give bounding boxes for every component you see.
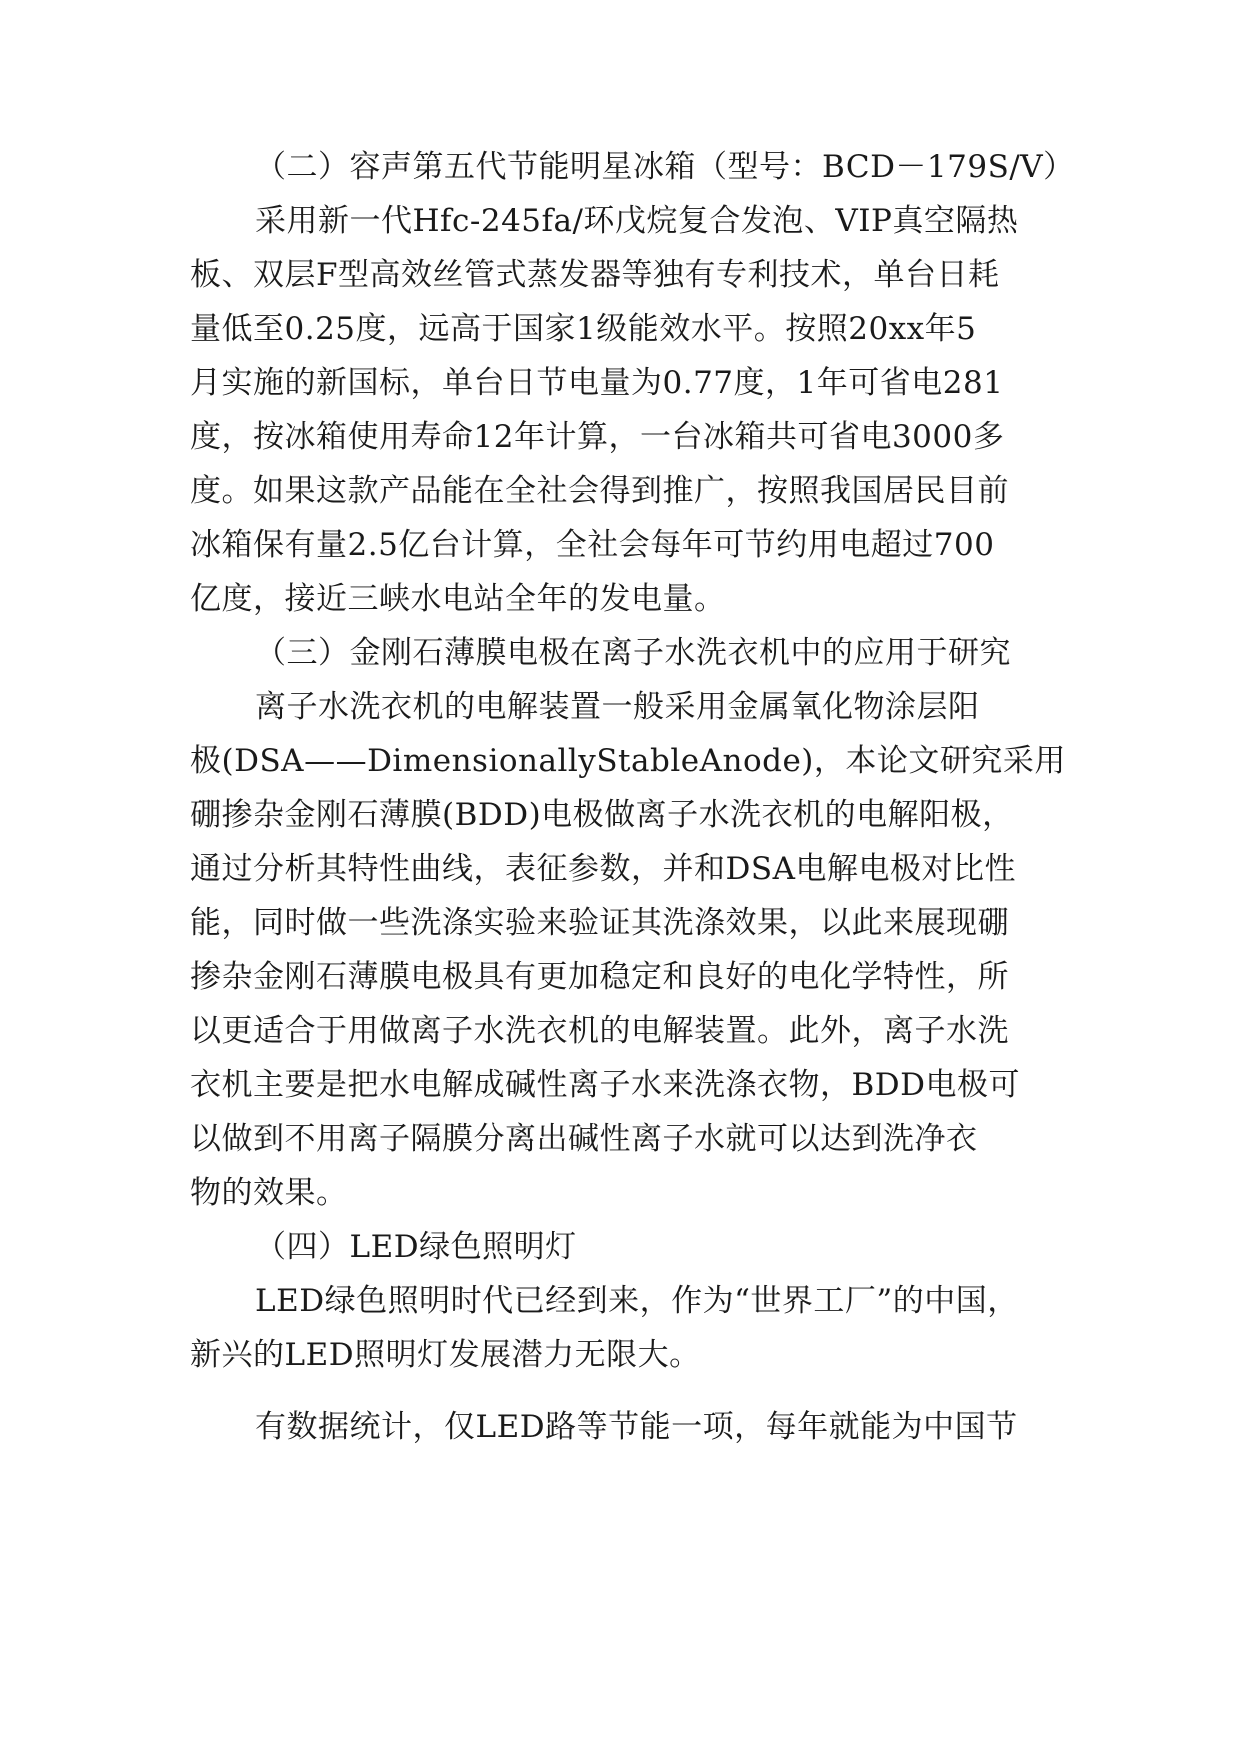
paragraph-line: 以更适合于用做离子水洗衣机的电解装置。此外，离子水洗 bbox=[190, 1013, 1009, 1049]
paragraph-line: LED绿色照明时代已经到来，作为“世界工厂”的中国， bbox=[255, 1283, 1019, 1319]
paragraph-line: 掺杂金刚石薄膜电极具有更加稳定和良好的电化学特性，所 bbox=[190, 959, 1009, 995]
paragraph-line: 板、双层F型高效丝管式蒸发器等独有专利技术，单台日耗 bbox=[190, 257, 1000, 293]
paragraph-line: 度，按冰箱使用寿命12年计算，一台冰箱共可省电3000多 bbox=[190, 419, 1005, 455]
section-heading-4: （四）LED绿色照明灯 bbox=[255, 1229, 577, 1265]
paragraph-line: 物的效果。 bbox=[190, 1175, 348, 1211]
paragraph-line: 量低至0.25度，远高于国家1级能效水平。按照20xx年5 bbox=[190, 311, 977, 347]
paragraph-line: 硼掺杂金刚石薄膜(BDD)电极做离子水洗衣机的电解阳极， bbox=[190, 797, 1014, 833]
paragraph-line: 度。如果这款产品能在全社会得到推广，按照我国居民目前 bbox=[190, 473, 1009, 509]
paragraph-line: 亿度，接近三峡水电站全年的发电量。 bbox=[190, 581, 726, 617]
paragraph-line: 冰箱保有量2.5亿台计算，全社会每年可节约用电超过700 bbox=[190, 527, 995, 563]
paragraph-line: 衣机主要是把水电解成碱性离子水来洗涤衣物，BDD电极可 bbox=[190, 1067, 1020, 1103]
paragraph-line: 有数据统计，仅LED路等节能一项，每年就能为中国节 bbox=[255, 1409, 1018, 1445]
section-heading-3: （三）金刚石薄膜电极在离子水洗衣机中的应用于研究 bbox=[255, 635, 1011, 671]
paragraph-line: 新兴的LED照明灯发展潜力无限大。 bbox=[190, 1337, 701, 1373]
paragraph-line: 能，同时做一些洗涤实验来验证其洗涤效果，以此来展现硼 bbox=[190, 905, 1009, 941]
paragraph-line: 采用新一代Hfc-245fa/环戊烷复合发泡、VIP真空隔热 bbox=[255, 203, 1019, 239]
section-heading-2: （二）容声第五代节能明星冰箱（型号：BCD－179S/V） bbox=[255, 149, 1075, 185]
paragraph-line: 极(DSA——DimensionallyStableAnode)，本论文研究采用 bbox=[190, 743, 1066, 779]
paragraph-line: 离子水洗衣机的电解装置一般采用金属氧化物涂层阳 bbox=[255, 689, 980, 725]
paragraph-line: 月实施的新国标，单台日节电量为0.77度，1年可省电281 bbox=[190, 365, 1004, 401]
paragraph-line: 以做到不用离子隔膜分离出碱性离子水就可以达到洗净衣 bbox=[190, 1121, 978, 1157]
paragraph-line: 通过分析其特性曲线，表征参数，并和DSA电解电极对比性 bbox=[190, 851, 1016, 887]
